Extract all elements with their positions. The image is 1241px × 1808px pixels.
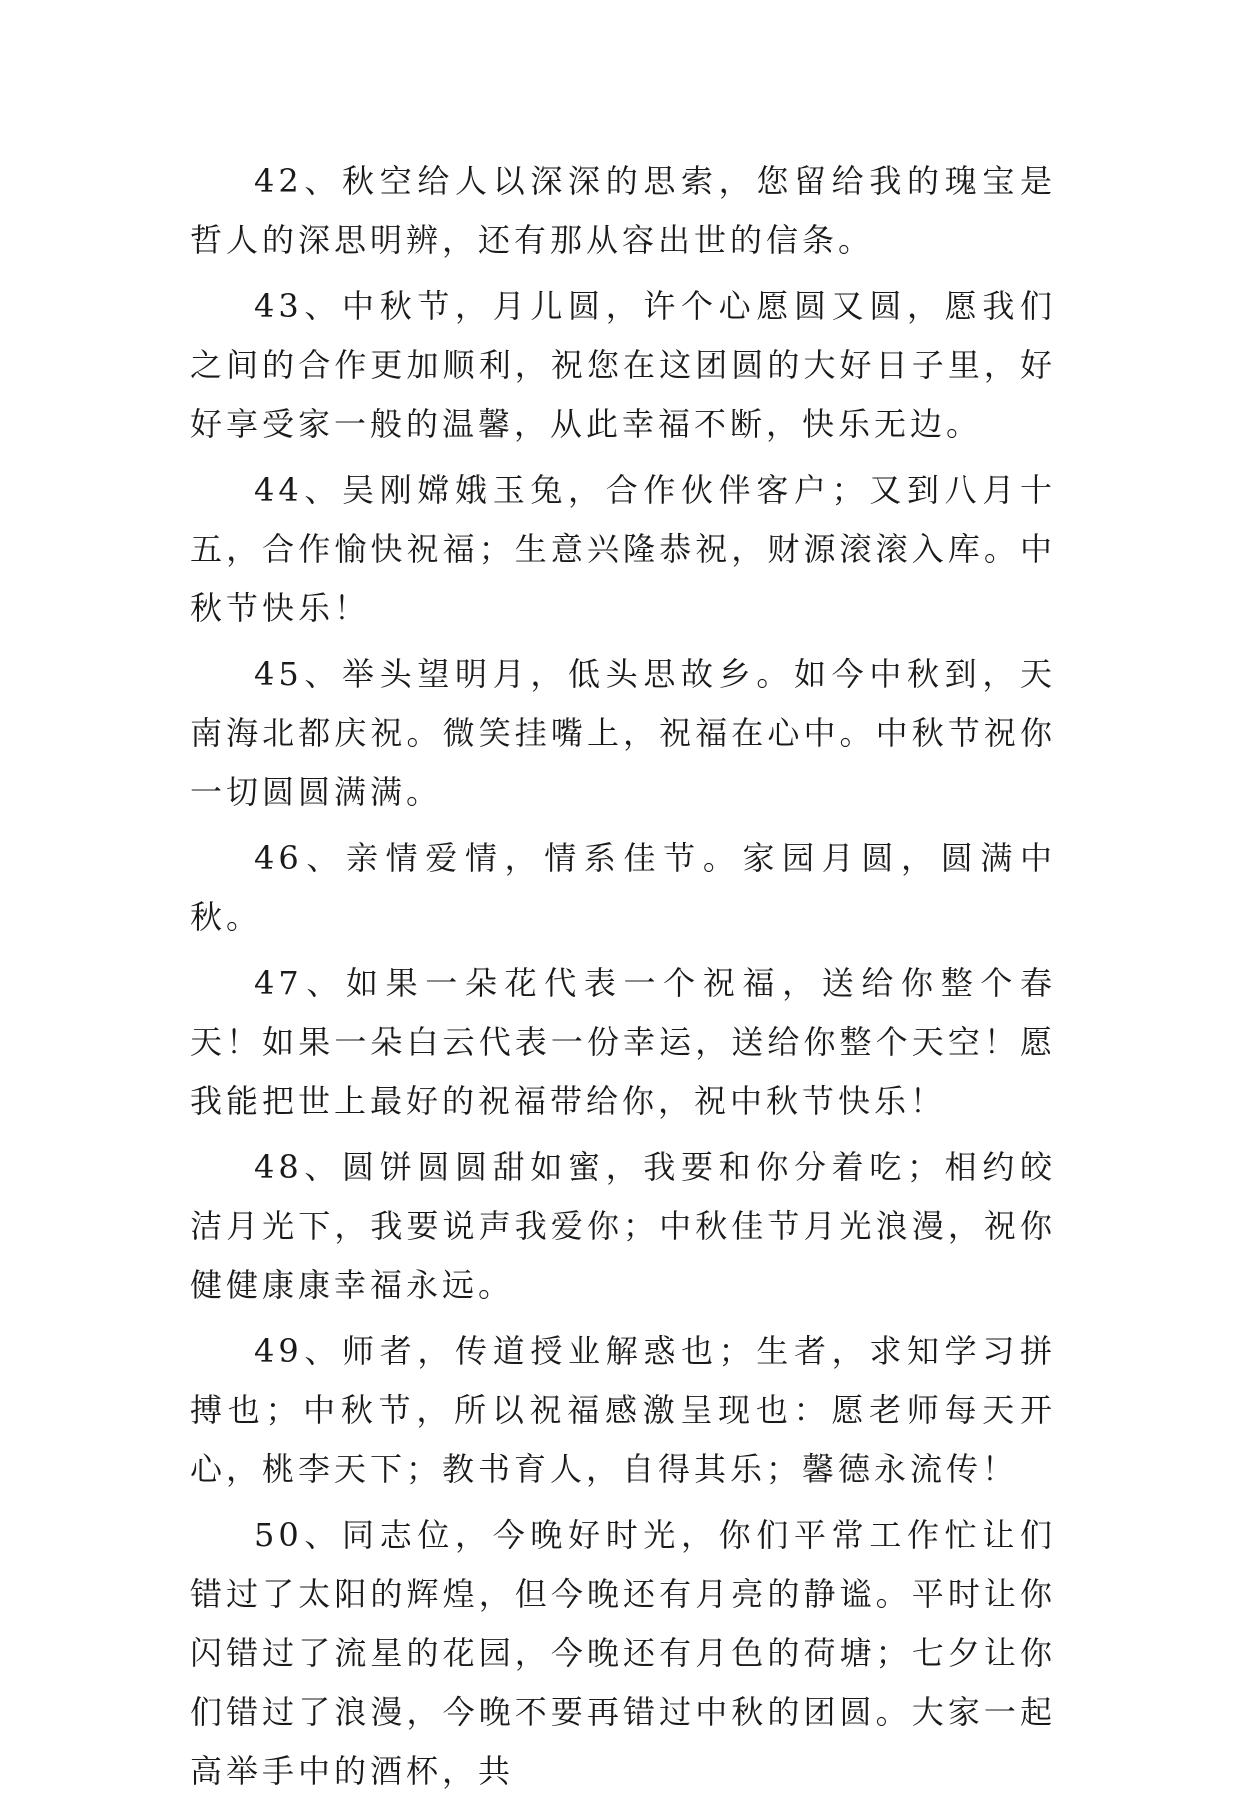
paragraph-48: 48、圆饼圆圆甜如蜜，我要和你分着吃；相约皎洁月光下，我要说声我爱你；中秋佳节月光浪漫，祝你健健康康幸福永远。 (190, 1148, 1056, 1304)
paragraph-44: 44、吴刚嫦娥玉兔，合作伙伴客户；又到八月十五，合作愉快祝福；生意兴隆恭祝，财源滚滚入库。中秋节快乐！ (190, 471, 1056, 627)
paragraph-46: 46、亲情爱情，情系佳节。家园月圆，圆满中秋。 (190, 839, 1056, 936)
paragraph-47: 47、如果一朵花代表一个祝福，送给你整个春天！如果一朵白云代表一份幸运，送给你整个天空！愿我能把世上最好的祝福带给你，祝中秋节快乐！ (190, 964, 1056, 1120)
paragraph-50: 50、同志位，今晚好时光，你们平常工作忙让们错过了太阳的辉煌，但今晚还有月亮的静谧。平时让你闪错过了流星的花园，今晚还有月色的荷塘；七夕让你们错过了浪漫，今晚不要再错过中秋的团圆。大家一起高举手中的酒杯，共 (190, 1516, 1056, 1790)
paragraph-42: 42、秋空给人以深深的思索，您留给我的瑰宝是哲人的深思明辨，还有那从容出世的信条。 (190, 162, 1056, 259)
paragraph-45: 45、举头望明月，低头思故乡。如今中秋到，天南海北都庆祝。微笑挂嘴上，祝福在心中。中秋节祝你一切圆圆满满。 (190, 655, 1056, 811)
document-body (190, 152, 1056, 1808)
paragraph-43: 43、中秋节，月儿圆，许个心愿圆又圆，愿我们之间的合作更加顺利，祝您在这团圆的大好日子里，好好享受家一般的温馨，从此幸福不断，快乐无边。 (190, 287, 1056, 443)
paragraph-49: 49、师者，传道授业解惑也；生者，求知学习拼搏也；中秋节，所以祝福感激呈现也：愿老师每天开心，桃李天下；教书育人，自得其乐；馨德永流传！ (190, 1332, 1056, 1488)
